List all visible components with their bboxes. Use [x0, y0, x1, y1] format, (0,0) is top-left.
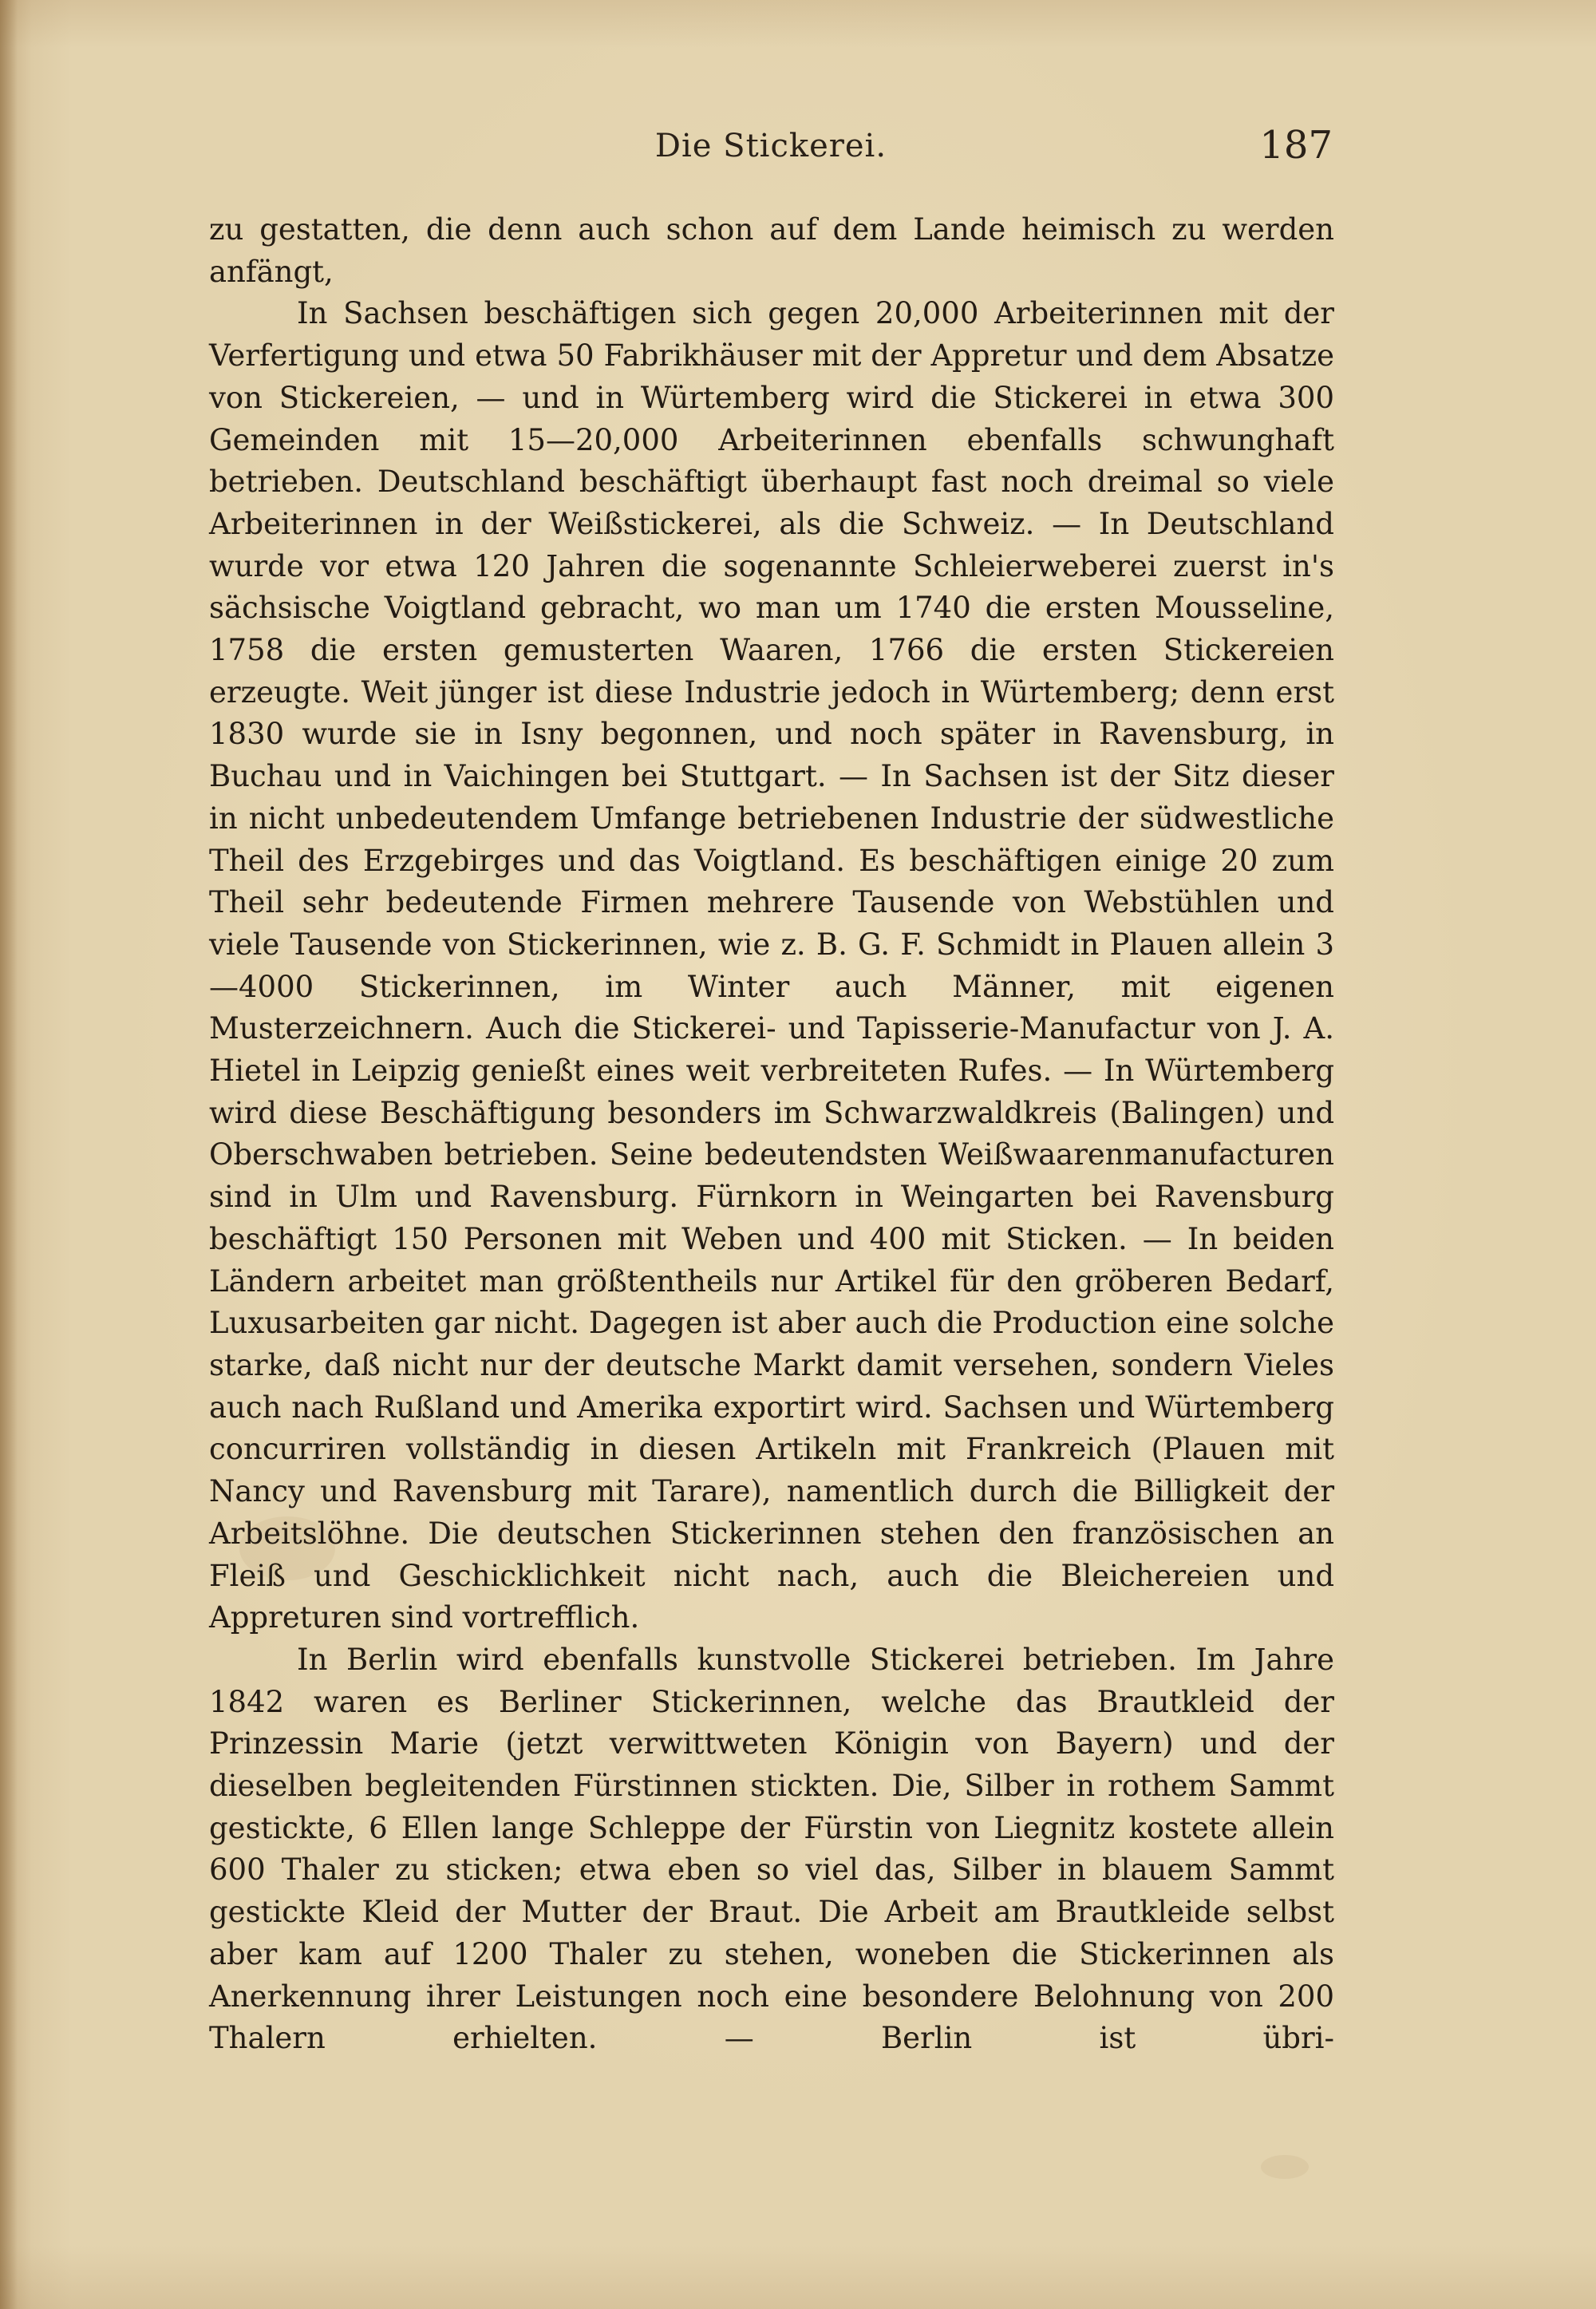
paragraph-sachsen-wuertemberg: In Sachsen beschäftigen sich gegen 20,000 Arbeiterinnen mit der Verfertigung und etwa 50 Fabrikhäuser mit der Appretur und dem Absatze von Stickereien, — und in Würtemberg wird die Stickerei in etwa 300 Gemeinden mit 15—20,000 Arbeiterinnen ebenfalls schwunghaft betrieben. Deutschland beschäftigt überhaupt fast noch dreimal so viele Arbeiterinnen in der Weißstickerei, als die Schweiz. — In Deutschland wurde vor etwa 120 Jahren die sogenannte Schleierweberei zuerst in's sächsische Voigtland gebracht, wo man um 1740 die ersten Mousseline, 1758 die ersten gemusterten Waaren, 1766 die ersten Stickereien erzeugte. Weit jünger ist diese Industrie jedoch in Würtemberg; denn erst 1830 wurde sie in Isny begonnen, und noch später in Ravensburg, in Buchau und in Vaichingen bei Stuttgart. — In Sachsen ist der Sitz dieser in nicht unbedeutendem Umfange betriebenen Industrie der südwestliche Theil des Erzgebirges und das Voigtland. Es beschäftigen einige 20 zum Theil sehr bedeutende Firmen mehrere Tausende von Webstühlen und viele Tausende von Stickerinnen, wie z. B. G. F. Schmidt in Plauen allein 3—4000 Stickerinnen, im Winter auch Männer, mit eigenen Musterzeichnern. Auch die Stickerei- und Tapisserie-Manufactur von J. A. Hietel in Leipzig genießt eines weit verbreiteten Rufes. — In Würtemberg wird diese Beschäftigung besonders im Schwarzwaldkreis (Balingen) und Oberschwaben betrieben. Seine bedeutendsten Weißwaarenmanufacturen sind in Ulm und Ravensburg. Fürnkorn in Weingarten bei Ravensburg beschäftigt 150 Personen mit Weben und 400 mit Sticken. — In beiden Ländern arbeitet man größtentheils nur Artikel für den gröberen Bedarf, Luxusarbeiten gar nicht. Dagegen ist aber auch die Production eine solche starke, daß nicht nur der deutsche Markt damit versehen, sondern Vieles auch nach Rußland und Amerika exportirt wird. Sachsen und Würtemberg concurriren vollständig in diesen Artikeln mit Frankreich (Plauen mit Nancy und Ravensburg mit Tarare), namentlich durch die Billigkeit der Arbeitslöhne. Die deutschen Stickerinnen stehen den französischen an Fleiß und Geschicklichkeit nicht nach, auch die Bleichereien und Appreturen sind vortrefflich.	[209, 296, 1334, 1635]
paragraph-berlin: In Berlin wird ebenfalls kunstvolle Stickerei betrieben. Im Jahre 1842 waren es Berliner Stickerinnen, welche das Brautkleid der Prinzessin Marie (jetzt verwittweten Königin von Bayern) und der dieselben begleitenden Fürstinnen stickten. Die, Silber in rothem Sammt gestickte, 6 Ellen lange Schleppe der Fürstin von Liegnitz kostete allein 600 Thaler zu sticken; etwa eben so viel das, Silber in blauem Sammt gestickte Kleid der Mutter der Braut. Die Arbeit am Brautkleide selbst aber kam auf 1200 Thaler zu stehen, woneben die Stickerinnen als Anerkennung ihrer Leistungen noch eine besondere Belohnung von 200 Thalern erhielten. — Berlin ist übri-	[209, 1642, 1334, 2056]
body-text	[209, 209, 1334, 2060]
page-binding-edge	[0, 0, 18, 2309]
running-head	[209, 123, 1333, 176]
paper-stain	[1261, 2155, 1309, 2179]
running-head-title: Die Stickerei.	[654, 128, 887, 164]
paragraph-continuation: zu gestatten, die denn auch schon auf dem Lande heimisch zu werden anfängt,	[209, 212, 1334, 289]
page-number: 187	[1259, 123, 1333, 168]
